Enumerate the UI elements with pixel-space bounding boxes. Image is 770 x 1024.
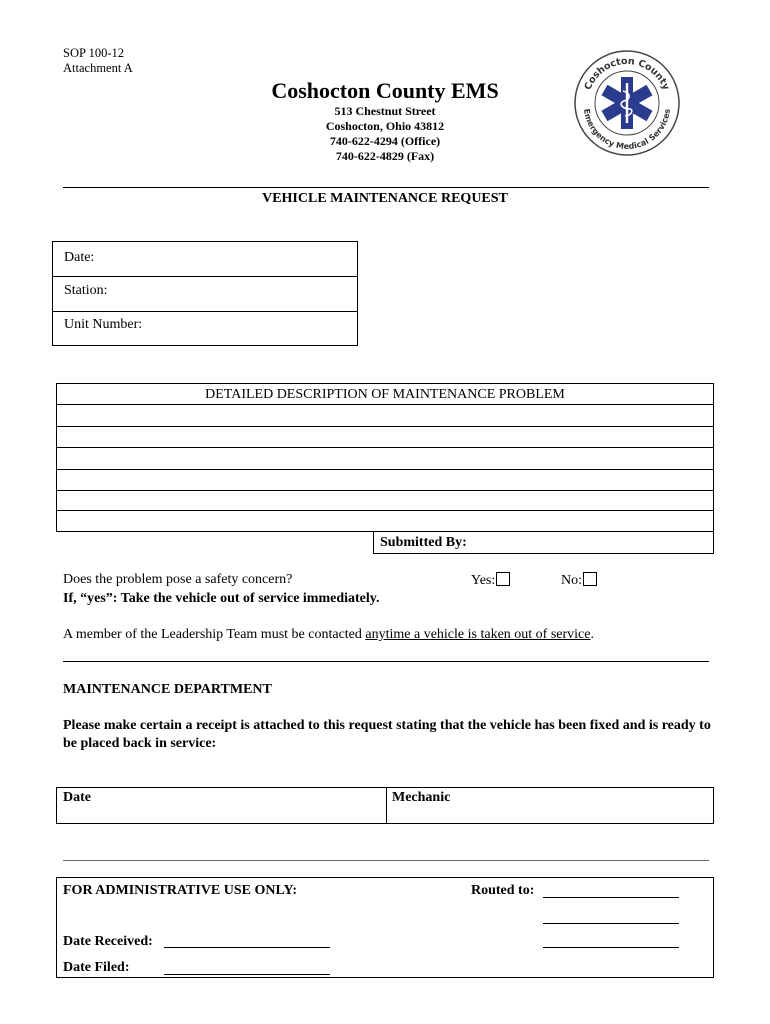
header-divider <box>63 187 709 188</box>
admin-box <box>56 877 714 978</box>
safety-question: Does the problem pose a safety concern? <box>63 572 293 587</box>
seal-text-bottom: Emergency Medical Services <box>582 108 672 152</box>
leadership-notice <box>63 627 594 643</box>
mechanic-table <box>56 787 714 824</box>
notice-prefix: A member of the Leadership Team must be contacted <box>63 627 366 642</box>
notice-underlined: anytime a vehicle is taken out of service <box>365 627 591 642</box>
attachment-label: Attachment A <box>63 61 133 75</box>
no-label: No: <box>561 573 582 588</box>
star-of-life-icon <box>601 77 652 129</box>
description-header: DETAILED DESCRIPTION OF MAINTENANCE PROBLEM <box>205 387 565 402</box>
yes-option <box>471 572 510 589</box>
maintenance-date-label: Date <box>63 790 91 805</box>
notice-suffix: . <box>590 627 594 642</box>
routed-to-label: Routed to: <box>471 883 535 898</box>
vehicle-info-box <box>52 241 358 346</box>
date-filed-label: Date Filed: <box>63 960 130 975</box>
address-street: 513 Chestnut Street <box>334 104 436 118</box>
date-filed-line[interactable] <box>164 960 330 975</box>
submitted-by-cell <box>373 531 714 554</box>
ems-seal-logo <box>572 48 682 158</box>
seal-text-top: Coshocton County <box>582 55 672 92</box>
org-address <box>200 104 570 164</box>
routed-to-line-2[interactable] <box>543 909 679 924</box>
receipt-note: Please make certain a receipt is attached to this request stating that the vehicle has been fixed and is ready to be placed back in service: <box>63 718 711 751</box>
station-label: Station: <box>64 283 108 298</box>
maintenance-heading: MAINTENANCE DEPARTMENT <box>63 682 272 697</box>
address-city: Coshocton, Ohio 43812 <box>325 119 445 133</box>
unit-number-label: Unit Number: <box>64 317 143 332</box>
routed-to-line-1[interactable] <box>543 883 679 898</box>
date-received-label: Date Received: <box>63 934 153 949</box>
no-checkbox[interactable] <box>583 572 597 586</box>
yes-checkbox[interactable] <box>496 572 510 586</box>
mechanic-label: Mechanic <box>392 790 451 805</box>
section-divider <box>63 661 709 662</box>
phone-office: 740-622-4294 (Office) <box>329 134 441 148</box>
admin-divider <box>63 860 709 861</box>
safety-instruction: If, “yes”: Take the vehicle out of service immediately. <box>63 591 380 606</box>
description-table <box>56 383 714 532</box>
no-option <box>561 572 597 589</box>
yes-label: Yes: <box>471 573 496 588</box>
routed-to-line-3[interactable] <box>543 933 679 948</box>
org-name: Coshocton County EMS <box>271 78 499 103</box>
admin-heading: FOR ADMINISTRATIVE USE ONLY: <box>63 883 298 898</box>
phone-fax: 740-622-4829 (Fax) <box>335 149 435 163</box>
form-title: VEHICLE MAINTENANCE REQUEST <box>262 191 508 206</box>
submitted-by-label: Submitted By: <box>380 535 467 550</box>
sop-number: SOP 100-12 <box>63 46 125 60</box>
date-received-line[interactable] <box>164 933 330 948</box>
date-label: Date: <box>64 250 95 265</box>
